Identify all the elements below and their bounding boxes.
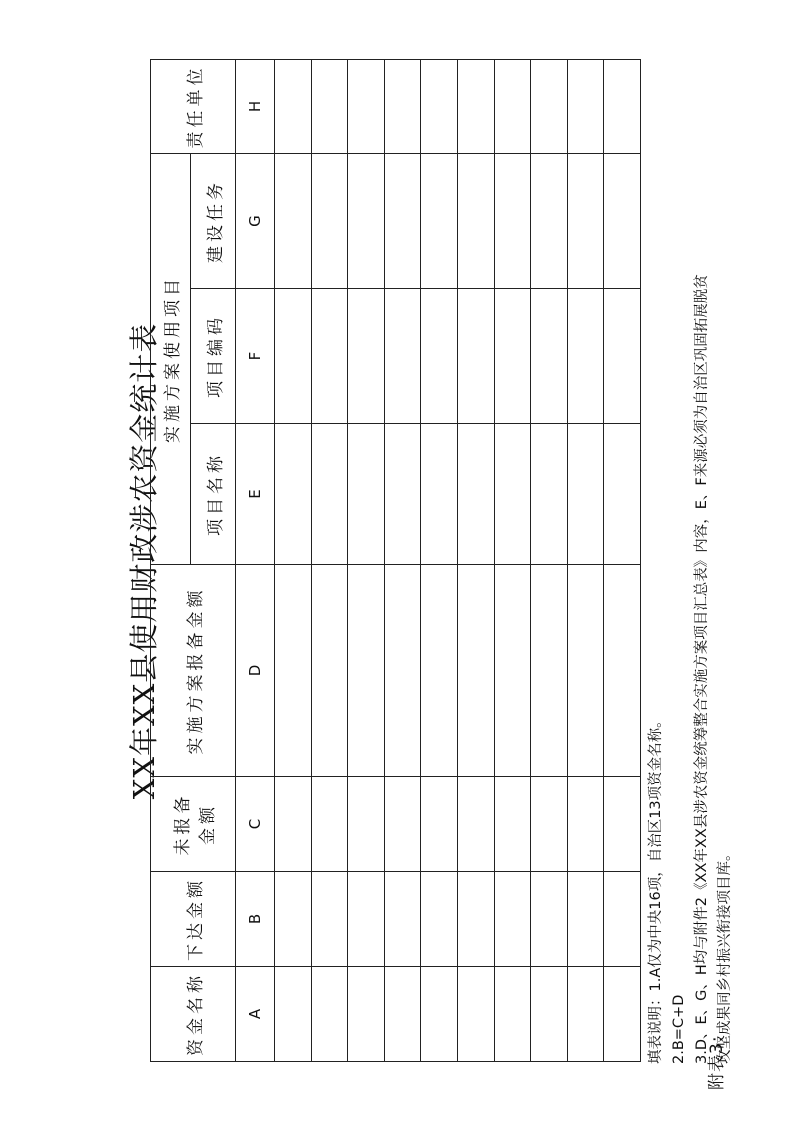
table-row bbox=[421, 59, 458, 1061]
blank-cell[interactable] bbox=[348, 967, 385, 1062]
blank-cell[interactable] bbox=[494, 872, 531, 967]
table-row bbox=[348, 59, 385, 1061]
letter-cell: E bbox=[236, 424, 275, 565]
blank-cell[interactable] bbox=[348, 59, 385, 153]
blank-cell[interactable] bbox=[311, 777, 348, 872]
blank-cell[interactable] bbox=[604, 289, 641, 424]
note-line: 填表说明：1.A仅为中央16项，自治区13项资金名称。 bbox=[648, 713, 664, 1064]
blank-cell[interactable] bbox=[421, 289, 458, 424]
table-row bbox=[531, 59, 568, 1061]
header-reported-amount: 实施方案报备金额 bbox=[151, 565, 236, 777]
letter-cell: H bbox=[236, 59, 275, 153]
blank-cell[interactable] bbox=[457, 777, 494, 872]
header-construction-task: 建设任务 bbox=[191, 153, 236, 288]
blank-cell[interactable] bbox=[604, 59, 641, 153]
blank-cell[interactable] bbox=[275, 424, 312, 565]
blank-cell[interactable] bbox=[531, 59, 568, 153]
blank-cell[interactable] bbox=[275, 59, 312, 153]
blank-cell[interactable] bbox=[457, 424, 494, 565]
blank-cell[interactable] bbox=[531, 777, 568, 872]
header-fund-name: 资金名称 bbox=[151, 967, 236, 1062]
blank-cell[interactable] bbox=[348, 424, 385, 565]
blank-cell[interactable] bbox=[384, 872, 421, 967]
blank-cell[interactable] bbox=[384, 777, 421, 872]
blank-cell[interactable] bbox=[275, 967, 312, 1062]
blank-cell[interactable] bbox=[457, 872, 494, 967]
blank-cell[interactable] bbox=[348, 777, 385, 872]
blank-cell[interactable] bbox=[604, 872, 641, 967]
table-row bbox=[275, 59, 312, 1061]
blank-cell[interactable] bbox=[604, 565, 641, 777]
header-issued-amount: 下达金额 bbox=[151, 872, 236, 967]
note-line: 3.D、E、G、H均与附件2《XX年XX县涉农资金统筹整合实施方案项目汇总表》内容，E、F来源必须为自治区巩固拓展脱贫 bbox=[694, 274, 710, 1064]
letter-cell: C bbox=[236, 777, 275, 872]
blank-cell[interactable] bbox=[457, 565, 494, 777]
blank-cell[interactable] bbox=[311, 59, 348, 153]
blank-cell[interactable] bbox=[567, 967, 604, 1062]
blank-cell[interactable] bbox=[275, 777, 312, 872]
blank-cell[interactable] bbox=[384, 153, 421, 288]
table-body bbox=[236, 59, 641, 1061]
note-line: 攻坚成果同乡村振兴衔接项目库。 bbox=[717, 846, 733, 1064]
blank-cell[interactable] bbox=[494, 289, 531, 424]
blank-cell[interactable] bbox=[457, 59, 494, 153]
page-title: XX年XX县使用财政涉农资金统计表 bbox=[127, 322, 161, 800]
blank-cell[interactable] bbox=[604, 424, 641, 565]
blank-cell[interactable] bbox=[384, 289, 421, 424]
blank-cell[interactable] bbox=[567, 777, 604, 872]
blank-cell[interactable] bbox=[531, 565, 568, 777]
blank-cell[interactable] bbox=[275, 565, 312, 777]
blank-cell[interactable] bbox=[421, 565, 458, 777]
blank-cell[interactable] bbox=[531, 153, 568, 288]
blank-cell[interactable] bbox=[311, 153, 348, 288]
blank-cell[interactable] bbox=[567, 424, 604, 565]
blank-cell[interactable] bbox=[494, 565, 531, 777]
blank-cell[interactable] bbox=[494, 424, 531, 565]
blank-cell[interactable] bbox=[494, 777, 531, 872]
blank-cell[interactable] bbox=[604, 967, 641, 1062]
fund-statistics-table bbox=[150, 59, 641, 1062]
fill-instructions bbox=[645, 34, 737, 1064]
letter-cell: B bbox=[236, 872, 275, 967]
table-row bbox=[457, 59, 494, 1061]
blank-cell[interactable] bbox=[311, 424, 348, 565]
blank-cell[interactable] bbox=[275, 289, 312, 424]
blank-cell[interactable] bbox=[421, 777, 458, 872]
blank-cell[interactable] bbox=[384, 59, 421, 153]
blank-cell[interactable] bbox=[494, 59, 531, 153]
table-row bbox=[567, 59, 604, 1061]
table-row bbox=[384, 59, 421, 1061]
blank-cell[interactable] bbox=[531, 289, 568, 424]
blank-cell[interactable] bbox=[421, 967, 458, 1062]
blank-cell[interactable] bbox=[531, 967, 568, 1062]
blank-cell[interactable] bbox=[457, 153, 494, 288]
letter-cell: G bbox=[236, 153, 275, 288]
table-row bbox=[604, 59, 641, 1061]
blank-cell[interactable] bbox=[348, 565, 385, 777]
blank-cell[interactable] bbox=[421, 153, 458, 288]
blank-cell[interactable] bbox=[384, 424, 421, 565]
blank-cell[interactable] bbox=[311, 872, 348, 967]
header-project-code: 项目编码 bbox=[191, 289, 236, 424]
table-row bbox=[311, 59, 348, 1061]
blank-cell[interactable] bbox=[604, 777, 641, 872]
blank-cell[interactable] bbox=[567, 872, 604, 967]
blank-cell[interactable] bbox=[567, 153, 604, 288]
blank-cell[interactable] bbox=[384, 565, 421, 777]
header-unreported-amount: 未报备金额 bbox=[151, 777, 236, 872]
blank-cell[interactable] bbox=[311, 967, 348, 1062]
blank-cell[interactable] bbox=[384, 967, 421, 1062]
annex-label: 附表3: bbox=[707, 1035, 727, 1090]
blank-cell[interactable] bbox=[275, 872, 312, 967]
note-line: 2.B=C+D bbox=[671, 994, 687, 1064]
blank-cell[interactable] bbox=[567, 289, 604, 424]
letter-cell: F bbox=[236, 289, 275, 424]
blank-cell[interactable] bbox=[604, 153, 641, 288]
blank-cell[interactable] bbox=[494, 967, 531, 1062]
blank-cell[interactable] bbox=[531, 872, 568, 967]
blank-cell[interactable] bbox=[421, 424, 458, 565]
header-responsible-unit: 责任单位 bbox=[151, 59, 236, 153]
blank-cell[interactable] bbox=[567, 59, 604, 153]
blank-cell[interactable] bbox=[494, 153, 531, 288]
blank-cell[interactable] bbox=[567, 565, 604, 777]
blank-cell[interactable] bbox=[531, 424, 568, 565]
letter-cell: D bbox=[236, 565, 275, 777]
header-project-group: 实施方案使用项目 bbox=[151, 153, 191, 564]
blank-cell[interactable] bbox=[275, 153, 312, 288]
blank-cell[interactable] bbox=[457, 289, 494, 424]
blank-cell[interactable] bbox=[311, 289, 348, 424]
blank-cell[interactable] bbox=[348, 153, 385, 288]
letter-cell: A bbox=[236, 967, 275, 1062]
blank-cell[interactable] bbox=[457, 967, 494, 1062]
table-row bbox=[494, 59, 531, 1061]
blank-cell[interactable] bbox=[311, 565, 348, 777]
blank-cell[interactable] bbox=[421, 59, 458, 153]
header-project-name: 项目名称 bbox=[191, 424, 236, 565]
blank-cell[interactable] bbox=[348, 872, 385, 967]
blank-cell[interactable] bbox=[348, 289, 385, 424]
blank-cell[interactable] bbox=[421, 872, 458, 967]
letter-row bbox=[236, 59, 275, 1061]
